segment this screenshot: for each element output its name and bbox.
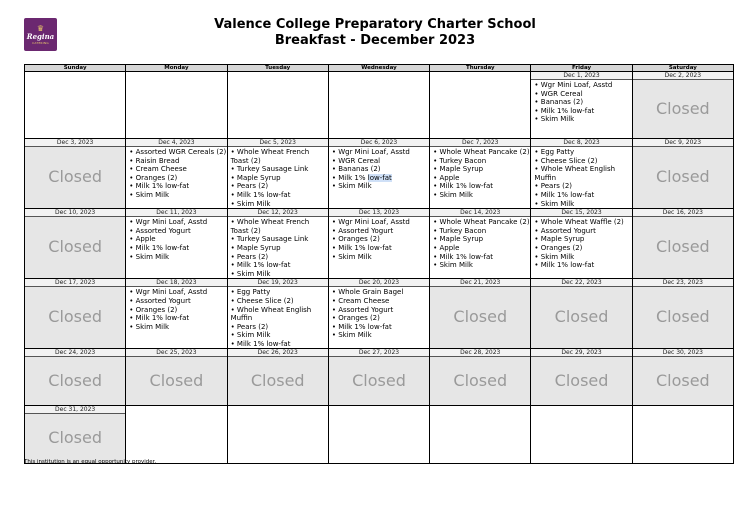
- day-date: Dec 22, 2023: [531, 279, 631, 287]
- day-date: Dec 7, 2023: [430, 139, 530, 147]
- menu-item: • Whole Grain Bagel: [332, 288, 429, 297]
- day-date: Dec 14, 2023: [430, 209, 530, 217]
- menu-item: • WGR Cereal: [332, 157, 429, 166]
- menu-list: [329, 287, 429, 340]
- day-date: Dec 8, 2023: [531, 139, 631, 147]
- day-cell: [430, 72, 531, 139]
- day-cell: [25, 209, 126, 279]
- menu-item: • Skim Milk: [231, 270, 328, 279]
- day-date: Dec 6, 2023: [329, 139, 429, 147]
- menu-item: • Milk 1% low-fat: [332, 323, 429, 332]
- day-date: Dec 9, 2023: [633, 139, 733, 147]
- day-cell: [328, 406, 429, 464]
- menu-item: • Skim Milk: [129, 323, 226, 332]
- menu-item: • Oranges (2): [129, 306, 226, 315]
- day-cell: [430, 209, 531, 279]
- menu-list: [531, 217, 631, 270]
- day-cell: [531, 209, 632, 279]
- menu-list: [126, 287, 226, 331]
- day-cell: [227, 72, 328, 139]
- menu-item: • Turkey Bacon: [433, 157, 530, 166]
- closed-label: Closed: [250, 370, 305, 390]
- day-date: Dec 20, 2023: [329, 279, 429, 287]
- crown-icon: ♛: [36, 23, 45, 33]
- menu-item: • Whole Wheat Pancake (2): [433, 148, 530, 157]
- menu-item: • Skim Milk: [534, 200, 631, 209]
- day-cell: [126, 349, 227, 406]
- day-date: Dec 19, 2023: [228, 279, 328, 287]
- menu-list: [329, 217, 429, 261]
- menu-item: • Skim Milk: [332, 253, 429, 262]
- menu-item: • Egg Patty: [534, 148, 631, 157]
- menu-list: [126, 217, 226, 261]
- day-date: Dec 31, 2023: [25, 406, 125, 414]
- menu-item: • Assorted Yogurt: [534, 227, 631, 236]
- menu-item: • Wgr Mini Loaf, Asstd: [129, 288, 226, 297]
- menu-item: • Milk 1% low-fat: [129, 314, 226, 323]
- text-selection: low-fat: [367, 173, 392, 182]
- day-cell: [531, 279, 632, 349]
- day-cell: [25, 279, 126, 349]
- menu-list: [228, 147, 328, 208]
- menu-item: • Maple Syrup: [534, 235, 631, 244]
- day-date: Dec 10, 2023: [25, 209, 125, 217]
- weekday-friday: Friday: [531, 65, 632, 72]
- menu-item: • Milk 1% low-fat: [332, 174, 429, 183]
- closed-label: Closed: [149, 370, 204, 390]
- menu-item: • Oranges (2): [332, 314, 429, 323]
- day-cell: [632, 209, 733, 279]
- day-cell: [632, 349, 733, 406]
- day-date: Dec 17, 2023: [25, 279, 125, 287]
- day-cell: [25, 349, 126, 406]
- menu-list: [430, 147, 530, 200]
- menu-item: • WGR Cereal: [534, 90, 631, 99]
- menu-item: • Milk 1% low-fat: [129, 182, 226, 191]
- day-cell: [328, 279, 429, 349]
- day-date: Dec 15, 2023: [531, 209, 631, 217]
- closed-label: Closed: [352, 370, 406, 390]
- weekday-monday: Monday: [126, 65, 227, 72]
- menu-item: • Skim Milk: [129, 191, 226, 200]
- menu-item: • Whole Wheat Waffle (2): [534, 218, 631, 227]
- week-row: [25, 279, 734, 349]
- day-date: Dec 25, 2023: [126, 349, 226, 357]
- menu-item: • Bananas (2): [332, 165, 429, 174]
- menu-item: • Milk 1% low-fat: [534, 261, 631, 270]
- day-date: Dec 23, 2023: [633, 279, 733, 287]
- menu-item: • Whole Wheat French Toast (2): [231, 148, 328, 165]
- menu-list: [228, 217, 328, 278]
- menu-item: • Milk 1% low-fat: [332, 244, 429, 253]
- menu-item: • Egg Patty: [231, 288, 328, 297]
- day-date: Dec 29, 2023: [531, 349, 631, 357]
- menu-item: • Turkey Sausage Link: [231, 235, 328, 244]
- menu-item: • Maple Syrup: [433, 235, 530, 244]
- page-title: Valence College Preparatory Charter School: [214, 17, 536, 32]
- day-cell: [531, 139, 632, 209]
- day-cell: [531, 72, 632, 139]
- menu-item: • Assorted Yogurt: [129, 227, 226, 236]
- day-cell: [126, 406, 227, 464]
- menu-item: • Wgr Mini Loaf, Asstd: [332, 148, 429, 157]
- weekday-sunday: Sunday: [25, 65, 126, 72]
- day-cell: [227, 209, 328, 279]
- menu-item: • Pears (2): [231, 253, 328, 262]
- weekday-header-row: [25, 65, 734, 72]
- menu-item: • Turkey Sausage Link: [231, 165, 328, 174]
- closed-label: Closed: [655, 237, 710, 257]
- day-cell: [328, 139, 429, 209]
- day-cell: [328, 349, 429, 406]
- day-cell: [632, 139, 733, 209]
- menu-item: • Skim Milk: [433, 191, 530, 200]
- page-subtitle: Breakfast - December 2023: [274, 33, 476, 48]
- day-cell: [126, 279, 227, 349]
- day-date: Dec 12, 2023: [228, 209, 328, 217]
- menu-list: [531, 147, 631, 208]
- menu-item: • Assorted Yogurt: [332, 306, 429, 315]
- menu-item: • Apple: [433, 174, 530, 183]
- footer-note: This institution is an equal opportunity provider.: [24, 459, 157, 465]
- day-cell: [430, 349, 531, 406]
- menu-item: • Cream Cheese: [332, 297, 429, 306]
- menu-item: • Oranges (2): [534, 244, 631, 253]
- menu-item: • Bananas (2): [534, 98, 631, 107]
- menu-item: • Skim Milk: [534, 115, 631, 124]
- menu-item: • Milk 1% low-fat: [231, 261, 328, 270]
- menu-item: • Milk 1% low-fat: [534, 191, 631, 200]
- menu-item: • Milk 1% low-fat: [231, 340, 328, 349]
- menu-item: • Skim Milk: [129, 253, 226, 262]
- menu-item: • Milk 1% low-fat: [433, 182, 530, 191]
- menu-item: • Milk 1% low-fat: [433, 253, 530, 262]
- closed-label: Closed: [655, 370, 710, 390]
- menu-item: • Apple: [433, 244, 530, 253]
- closed-label: Closed: [48, 428, 103, 448]
- week-row: [25, 349, 734, 406]
- menu-item: • Cream Cheese: [129, 165, 226, 174]
- closed-label: Closed: [655, 307, 710, 327]
- menu-list: [531, 80, 631, 124]
- menu-list: [329, 147, 429, 191]
- day-cell: [227, 406, 328, 464]
- day-cell: [227, 279, 328, 349]
- menu-item: • Maple Syrup: [231, 174, 328, 183]
- menu-list: [430, 217, 530, 270]
- week-row: [25, 406, 734, 464]
- day-cell: [25, 406, 126, 464]
- day-date: Dec 24, 2023: [25, 349, 125, 357]
- day-cell: [328, 209, 429, 279]
- menu-item: • Cheese Slice (2): [534, 157, 631, 166]
- menu-item: • Maple Syrup: [433, 165, 530, 174]
- closed-label: Closed: [48, 237, 103, 257]
- day-cell: [126, 209, 227, 279]
- day-cell: [430, 406, 531, 464]
- menu-item: • Skim Milk: [534, 253, 631, 262]
- day-date: Dec 16, 2023: [633, 209, 733, 217]
- day-cell: [531, 406, 632, 464]
- closed-label: Closed: [453, 307, 508, 327]
- menu-item: • Skim Milk: [332, 331, 429, 340]
- closed-label: Closed: [453, 370, 508, 390]
- menu-item: • Whole Wheat English Muffin: [534, 165, 631, 182]
- menu-item: • Whole Wheat French Toast (2): [231, 218, 328, 235]
- menu-item: • Oranges (2): [332, 235, 429, 244]
- menu-calendar: [24, 64, 734, 464]
- day-date: Dec 2, 2023: [633, 72, 733, 80]
- menu-item: • Wgr Mini Loaf, Asstd: [534, 81, 631, 90]
- closed-label: Closed: [655, 98, 710, 118]
- menu-list: [228, 287, 328, 348]
- day-date: Dec 11, 2023: [126, 209, 226, 217]
- day-date: Dec 18, 2023: [126, 279, 226, 287]
- closed-label: Closed: [554, 370, 609, 390]
- menu-item: • Skim Milk: [433, 261, 530, 270]
- menu-item: • Milk 1% low-fat: [231, 191, 328, 200]
- day-date: Dec 1, 2023: [531, 72, 631, 80]
- day-date: Dec 13, 2023: [329, 209, 429, 217]
- menu-item: • Apple: [129, 235, 226, 244]
- week-row: [25, 72, 734, 139]
- menu-item: • Pears (2): [534, 182, 631, 191]
- day-cell: [430, 139, 531, 209]
- day-cell: [632, 279, 733, 349]
- menu-item: • Oranges (2): [129, 174, 226, 183]
- menu-item: • Cheese Slice (2): [231, 297, 328, 306]
- menu-item: • Milk 1% low-fat: [129, 244, 226, 253]
- weekday-tuesday: Tuesday: [227, 65, 328, 72]
- menu-item: • Assorted Yogurt: [332, 227, 429, 236]
- closed-label: Closed: [48, 167, 103, 186]
- closed-label: Closed: [655, 167, 710, 186]
- day-cell: [227, 139, 328, 209]
- day-cell: [632, 406, 733, 464]
- day-date: Dec 26, 2023: [228, 349, 328, 357]
- week-row: [25, 139, 734, 209]
- menu-item: • Whole Wheat Pancake (2): [433, 218, 530, 227]
- closed-label: Closed: [48, 370, 103, 390]
- day-cell: [126, 72, 227, 139]
- day-date: Dec 21, 2023: [430, 279, 530, 287]
- menu-item: • Wgr Mini Loaf, Asstd: [129, 218, 226, 227]
- weekday-wednesday: Wednesday: [328, 65, 429, 72]
- day-date: Dec 5, 2023: [228, 139, 328, 147]
- day-date: Dec 28, 2023: [430, 349, 530, 357]
- day-cell: [430, 279, 531, 349]
- menu-item: • Skim Milk: [231, 331, 328, 340]
- weekday-saturday: Saturday: [632, 65, 733, 72]
- menu-item: • Wgr Mini Loaf, Asstd: [332, 218, 429, 227]
- logo-subtitle: CATERING: [32, 40, 49, 45]
- menu-item: • Skim Milk: [231, 200, 328, 209]
- menu-item: • Maple Syrup: [231, 244, 328, 253]
- menu-item: • Milk 1% low-fat: [534, 107, 631, 116]
- menu-item: • Whole Wheat English Muffin: [231, 306, 328, 323]
- menu-item: • Pears (2): [231, 323, 328, 332]
- menu-list: [126, 147, 226, 200]
- day-date: Dec 30, 2023: [633, 349, 733, 357]
- day-cell: [25, 72, 126, 139]
- day-cell: [328, 72, 429, 139]
- weekday-thursday: Thursday: [430, 65, 531, 72]
- day-cell: [632, 72, 733, 139]
- menu-item: • Assorted Yogurt: [129, 297, 226, 306]
- day-date: Dec 27, 2023: [329, 349, 429, 357]
- closed-label: Closed: [48, 307, 103, 327]
- menu-item: • Turkey Bacon: [433, 227, 530, 236]
- day-cell: [227, 349, 328, 406]
- day-cell: [25, 139, 126, 209]
- week-row: [25, 209, 734, 279]
- day-cell: [531, 349, 632, 406]
- logo-brand: Regina: [26, 31, 55, 41]
- day-date: Dec 4, 2023: [126, 139, 226, 147]
- menu-item: • Skim Milk: [332, 182, 429, 191]
- day-date: Dec 3, 2023: [25, 139, 125, 147]
- menu-item: • Raisin Bread: [129, 157, 226, 166]
- day-cell: [126, 139, 227, 209]
- menu-item: • Assorted WGR Cereals (2): [129, 148, 226, 157]
- menu-item: • Pears (2): [231, 182, 328, 191]
- closed-label: Closed: [554, 307, 609, 327]
